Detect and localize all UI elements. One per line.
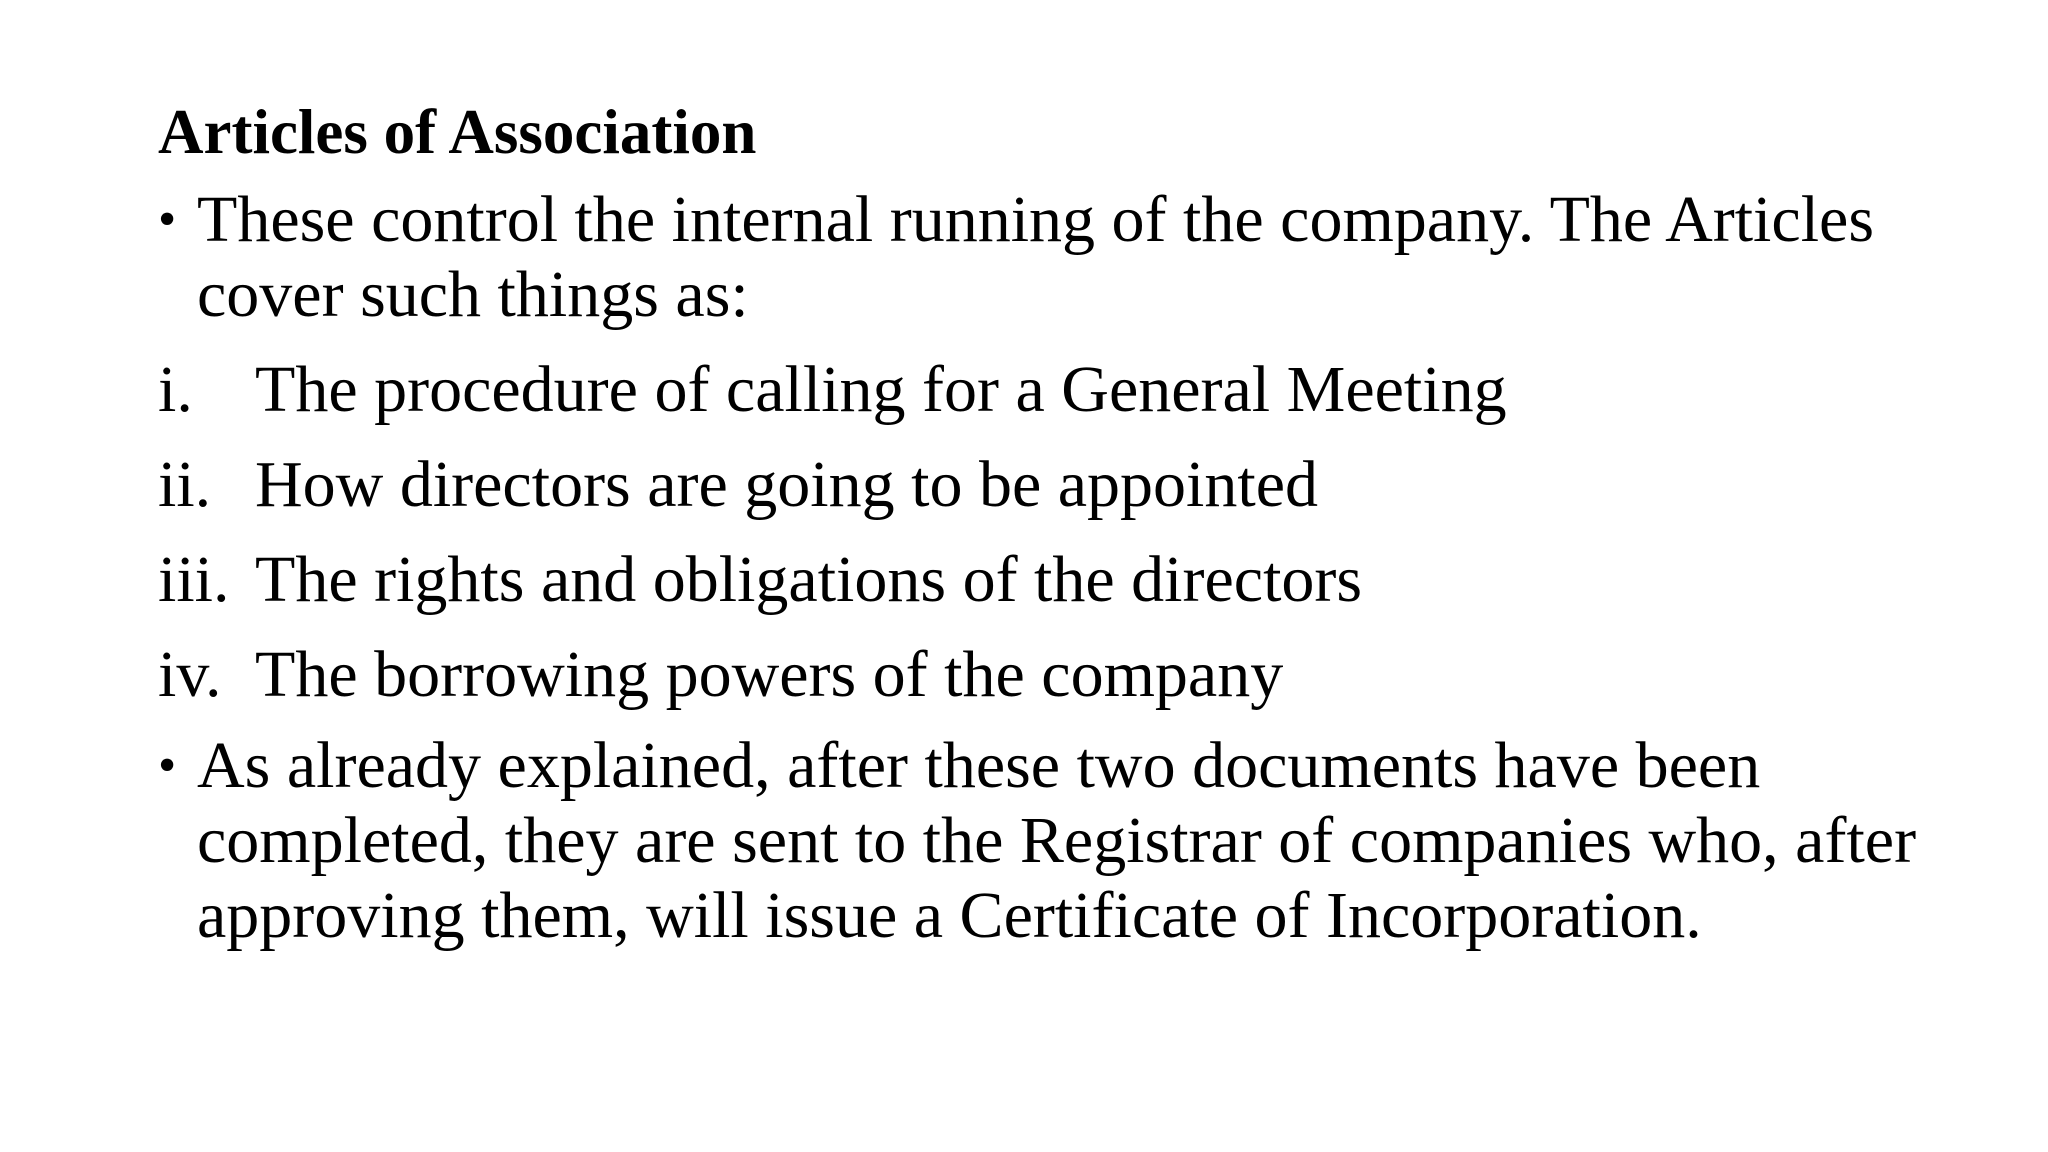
slide-content (158, 96, 1938, 953)
numbered-text: The procedure of calling for a General Meeting (255, 353, 1507, 426)
numbered-text: How directors are going to be appointed (255, 448, 1319, 521)
numbered-item (158, 542, 1938, 617)
numbered-text: The rights and obligations of the directors (255, 543, 1363, 616)
bullet-item (158, 182, 1938, 332)
numbered-marker: iii. (158, 543, 230, 616)
bullet-text: These control the internal running of the company. The Articles cover such things as: (197, 183, 1875, 331)
numbered-item (158, 352, 1938, 427)
numbered-text: The borrowing powers of the company (255, 638, 1284, 711)
slide-title: Articles of Association (158, 97, 757, 167)
numbered-marker: ii. (158, 448, 212, 521)
bullet-text: As already explained, after these two documents have been completed, they are sent to the Registrar of companies who, after approving them, will issue a Certificate of Incorporation. (197, 729, 1917, 952)
numbered-item (158, 637, 1938, 712)
numbered-marker: i. (158, 353, 193, 426)
bullet-icon: • (158, 737, 177, 794)
bullet-item (158, 728, 1938, 953)
numbered-marker: iv. (158, 638, 222, 711)
numbered-item (158, 447, 1938, 522)
bullet-icon: • (158, 191, 177, 248)
